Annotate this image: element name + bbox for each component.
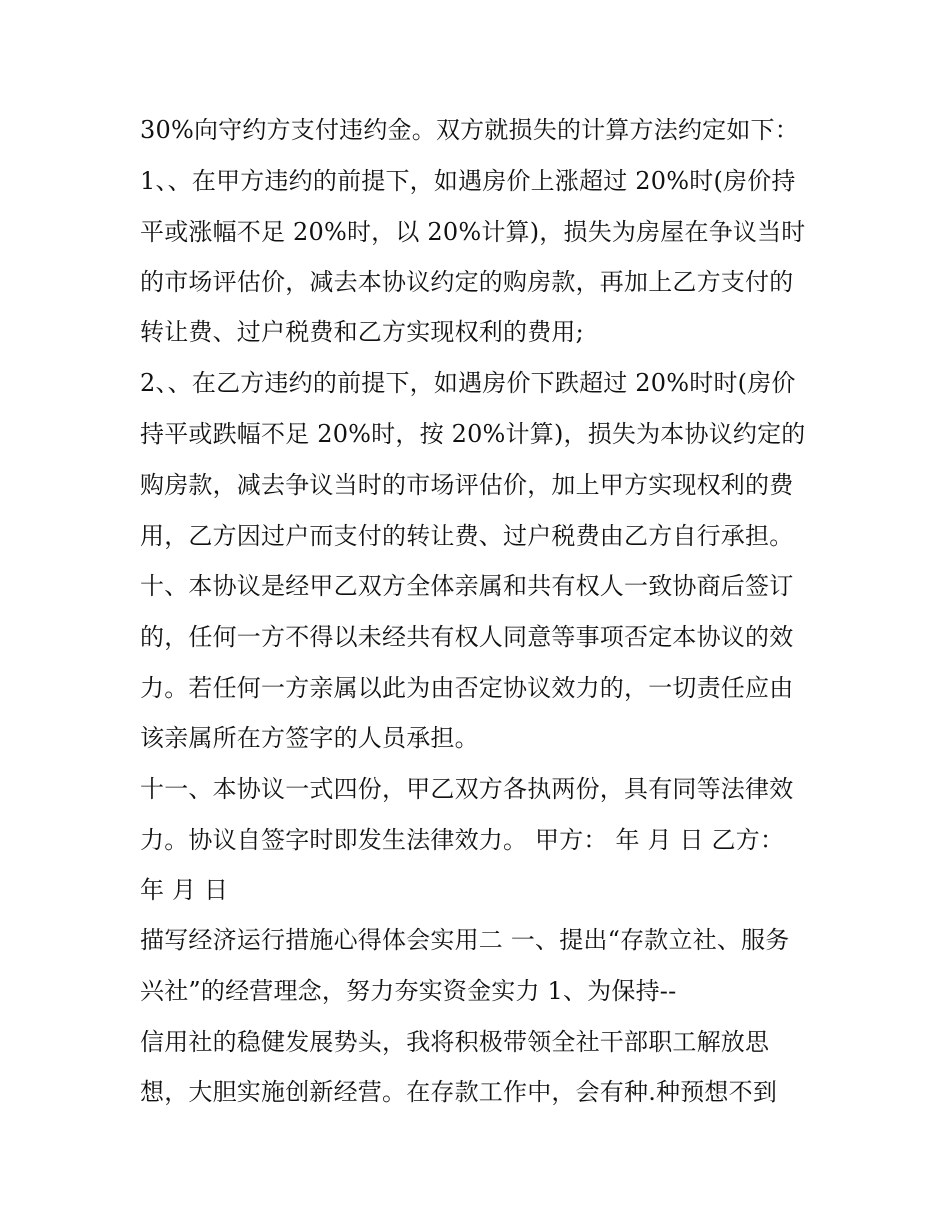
text-line: 2、、在乙方违约的前提下，如遇房价下跌超过 20%时时(房价 — [140, 369, 796, 397]
text-line: 用，乙方因过户而支付的转让费、过户税费由乙方自行承担。 — [140, 522, 794, 550]
text-line: 持平或跌幅不足 20%时，按 20%计算)，损失为本协议约定的 — [140, 420, 806, 448]
text-line: 平或涨幅不足 20%时，以 20%计算)，损失为房屋在争议当时 — [140, 218, 806, 246]
text-line: 力。协议自签字时即发生法律效力。 甲方： 年 月 日 乙方： — [140, 826, 785, 854]
text-line: 年 月 日 — [140, 876, 229, 904]
text-line: 该亲属所在方签字的人员承担。 — [140, 724, 479, 752]
text-line: 购房款，减去争议当时的市场评估价，加上甲方实现权利的费 — [140, 471, 794, 499]
text-line: 信用社的稳健发展势头，我将积极带领全社干部职工解放思 — [140, 1028, 770, 1056]
text-line: 转让费、过户税费和乙方实现权利的费用; — [140, 318, 584, 346]
text-line: 的市场评估价，减去本协议约定的购房款，再加上乙方支付的 — [140, 268, 794, 296]
text-line: 1、、在甲方违约的前提下，如遇房价上涨超过 20%时(房价持 — [140, 167, 796, 195]
text-line: 力。若任何一方亲属以此为由否定协议效力的，一切责任应由 — [140, 674, 794, 702]
text-line: 十一、本协议一式四份，甲乙双方各执两份，具有同等法律效 — [140, 775, 794, 803]
text-line: 兴社”的经营理念，努力夯实资金实力 1、为保持-- — [140, 977, 677, 1005]
text-line: 描写经济运行措施心得体会实用二 一、提出“存款立社、服务 — [140, 926, 790, 954]
text-line: 的，任何一方不得以未经共有权人同意等事项否定本协议的效 — [140, 623, 794, 651]
text-line: 想，大胆实施创新经营。在存款工作中，会有种.种预想不到 — [140, 1078, 778, 1106]
text-line: 30%向守约方支付违约金。双方就损失的计算方法约定如下： — [140, 116, 799, 144]
text-line: 十、本协议是经甲乙双方全体亲属和共有权人一致协商后签订 — [140, 572, 794, 600]
